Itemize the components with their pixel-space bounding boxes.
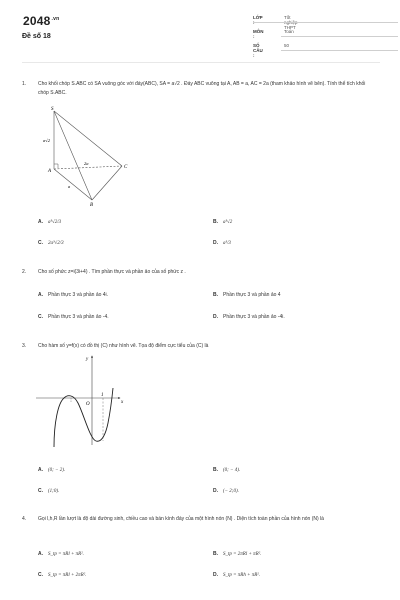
question-text: Cho khối chóp S.ABC có SA vuông góc với đáy(ABC), SA = a√2 . Đáy ABC vuông tại A, AB = a, AC = 2a (tham khảo hình vẽ bên). Tính thể tích khối chóp S.ABC. [38, 81, 366, 96]
divider [253, 22, 398, 23]
option-4c[interactable]: C. S_tp = πRl + 2πR². [38, 572, 87, 578]
vertex-s: S [51, 107, 54, 112]
option-1a[interactable]: A. a³√2/3 [38, 219, 62, 225]
tick-label-1: 1 [101, 393, 104, 398]
origin-label: O [86, 402, 90, 407]
edge-sb [54, 111, 92, 200]
divider [281, 50, 398, 51]
option-2c[interactable]: C. Phần thực 3 và phần ảo -4. [38, 314, 109, 320]
option-4d[interactable]: D. S_tp = πRh + πR². [213, 572, 261, 578]
question-text: Cho số phức z=i(3i+4) . Tìm phần thực và phần ảo của số phức z . [38, 269, 186, 275]
class-label: LỚP : [253, 15, 263, 25]
axis-label-y: y [86, 357, 89, 362]
option-4a[interactable]: A. S_tp = πRl + πR². [38, 551, 84, 557]
option-3b[interactable]: B. (0; − 4). [213, 467, 241, 473]
count-label: SỐ CÂU : [253, 43, 263, 58]
edge-sc [54, 111, 122, 166]
label-ab: a [68, 184, 71, 189]
count-value: 50 [284, 43, 290, 48]
brand-logo: $2048^{.vn}$ [23, 14, 60, 28]
label-ac: 2a [84, 161, 89, 166]
edge-ab [54, 169, 92, 200]
class-value: Tốt nghiệp THPT [284, 15, 298, 30]
subject-label: MÔN : [253, 29, 264, 39]
question-text: Cho hàm số y=f(x) có đồ thị (C) như hình vẽ. Tọa độ điểm cực tiểu của (C) là [38, 343, 209, 349]
edge-ac [54, 166, 122, 169]
option-3a[interactable]: A. (0; − 2). [38, 467, 66, 473]
label-sa: a√2 [43, 138, 50, 143]
option-3d[interactable]: D. (− 2;0). [213, 488, 239, 494]
exam-title: Đề số 18 [22, 33, 51, 40]
divider [281, 36, 398, 37]
option-3c[interactable]: C. (1;0). [38, 488, 60, 494]
option-2a[interactable]: A. Phần thực 3 và phần ảo 4i. [38, 292, 109, 298]
function-curve [54, 388, 113, 447]
pyramid-figure [30, 105, 140, 207]
option-1b[interactable]: B. a³√2 [213, 219, 233, 225]
question-text: Gọi l,h,R lần lượt là độ dài đường sinh, chiều cao và bán kính đáy của một hình nón (N) . Diện tích toàn phần của hình nón (N) là [38, 516, 324, 522]
option-1c[interactable]: C. 2a³√2/3 [38, 240, 64, 246]
subject-value: Toán [284, 29, 294, 34]
header-divider [22, 62, 380, 63]
question-number: 1. [22, 81, 27, 87]
option-2b[interactable]: B. Phần thực 3 và phần ảo 4 [213, 292, 281, 298]
question-number: 4. [22, 516, 27, 522]
question-number: 3. [22, 343, 27, 349]
option-2d[interactable]: D. Phần thực 3 và phần ảo -4i. [213, 314, 285, 320]
option-1d[interactable]: D. a³/3 [213, 240, 231, 246]
edge-bc [92, 166, 122, 200]
vertex-b: B [90, 203, 94, 207]
vertex-a: A [48, 169, 52, 174]
axis-label-x: x [121, 400, 124, 405]
option-4b[interactable]: B. S_tp = 2πRl + πR². [213, 551, 262, 557]
right-angle-mark [54, 164, 58, 168]
question-number: 2. [22, 269, 27, 275]
cubic-graph [34, 353, 134, 448]
vertex-c: C [124, 165, 128, 170]
